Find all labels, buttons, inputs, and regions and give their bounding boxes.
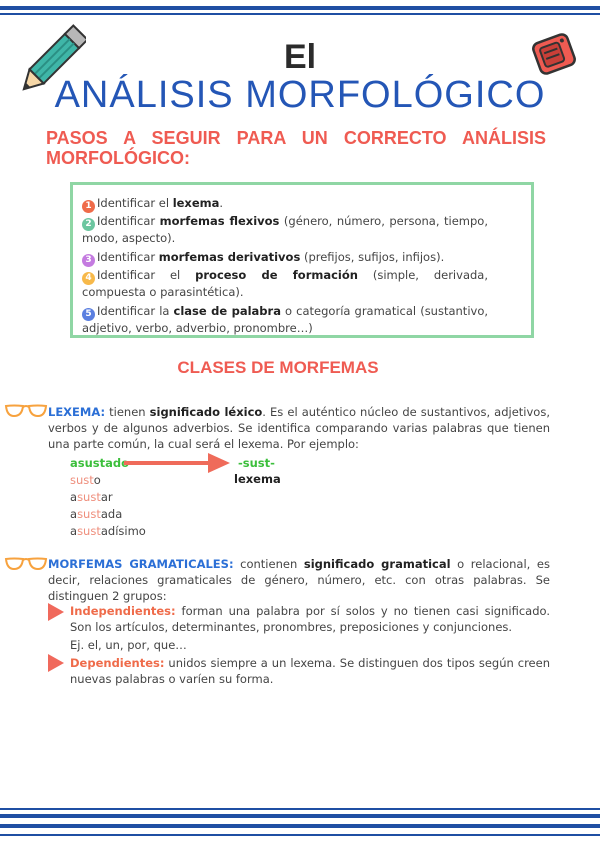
- lexema-label: LEXEMA:: [48, 405, 106, 419]
- step-1: 1 Identificar el lexema.: [82, 196, 488, 213]
- triangle-bullet-icon: [48, 603, 64, 621]
- glasses-icon: [4, 403, 48, 419]
- independientes-paragraph: Independientes: forman una palabra por sí solos y no tienen casi significado. Son los artículos, determinantes, pronombres, preposiciones y conjunciones.: [70, 604, 550, 634]
- gramaticales-paragraph: MORFEMAS GRAMATICALES: contienen significado gramatical o relacional, es decir, relaciones gramaticales de género, número, etc. con otras palabras. Se distinguen 2 grupos:: [48, 557, 551, 603]
- page-title-line1: El: [283, 38, 317, 76]
- step-2: 2 Identificar morfemas flexivos (género, número, persona, tiempo, modo, aspecto).: [82, 214, 488, 245]
- step-5: 5 Identificar la clase de palabra o categoría gramatical (sustantivo, adjetivo, verbo, adverbio, pronombre…): [82, 304, 489, 335]
- step-number-badge: 1: [82, 200, 95, 213]
- arrow-right-icon: [122, 452, 234, 474]
- glasses-icon: [4, 556, 48, 572]
- top-stripe-thin: [0, 13, 600, 15]
- step-number-badge: 3: [82, 254, 95, 267]
- example-result-label: lexema: [234, 472, 281, 486]
- example-word: asustada: [70, 507, 123, 521]
- dependientes-paragraph: Dependientes: unidos siempre a un lexema. Se distinguen dos tipos según creen nuevas palabras o varíen su forma.: [70, 656, 550, 686]
- step-4: 4 Identificar el proceso de formación (simple, derivada, compuesta o parasintética).: [82, 268, 488, 299]
- triangle-bullet-icon: [48, 654, 64, 672]
- example-word: asustadísimo: [70, 524, 146, 538]
- step-number-badge: 5: [82, 308, 95, 321]
- example-word: asustar: [70, 490, 113, 504]
- gramaticales-label: MORFEMAS GRAMATICALES:: [48, 557, 234, 571]
- step-3: 3 Identificar morfemas derivativos (prefijos, sufijos, infijos).: [82, 250, 488, 267]
- step-number-badge: 4: [82, 272, 95, 285]
- example-word-1: asustado: [70, 456, 130, 470]
- page-title-line2: ANÁLISIS MORFOLÓGICO: [54, 74, 546, 116]
- step-number-badge: 2: [82, 218, 95, 231]
- bottom-stripe-2: [0, 824, 600, 828]
- example-word: susto: [70, 473, 101, 487]
- clases-heading: CLASES DE MORFEMAS: [177, 358, 379, 377]
- independientes-label: Independientes:: [70, 604, 176, 618]
- bottom-stripe-thin-2: [0, 834, 600, 836]
- bottom-stripe: [0, 814, 600, 818]
- bottom-stripe-thin: [0, 808, 600, 810]
- top-stripe: [0, 6, 600, 10]
- example-result: -sust-: [238, 456, 275, 470]
- dependientes-label: Dependientes:: [70, 656, 165, 670]
- independientes-example: Ej. el, un, por, que…: [70, 638, 187, 652]
- steps-heading: PASOS A SEGUIR PARA UN CORRECTO ANÁLISIS MORFOLÓGICO:: [46, 128, 546, 168]
- lexema-paragraph: LEXEMA: tienen significado léxico. Es el auténtico núcleo de sustantivos, adjetivos, verbos y de algunos adverbios. Se identifica comparando varias palabras que tienen una parte común, la cual será el lexema. Por ejemplo:: [48, 405, 550, 451]
